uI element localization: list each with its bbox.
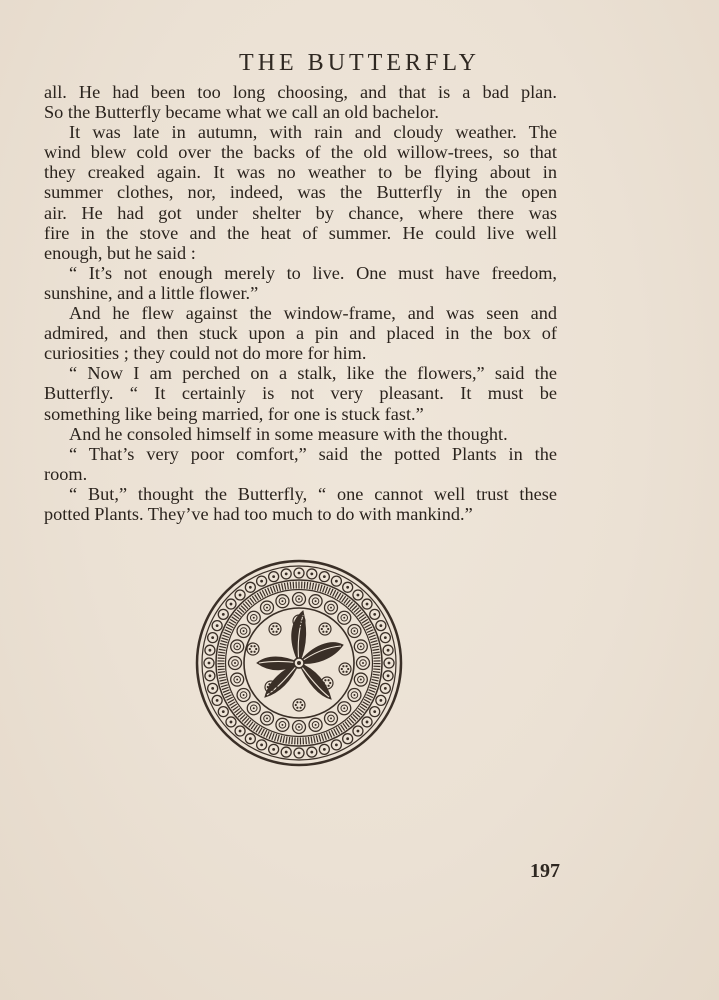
ornament-bead-dot — [384, 636, 387, 639]
ornament-bead-dot — [366, 721, 369, 724]
body-text — [44, 82, 557, 524]
ornament-rosette-dot — [328, 679, 330, 681]
text-line: summer clothes, nor, indeed, was the Butterfly in the open — [44, 182, 557, 203]
ornament-bead-dot — [387, 649, 390, 652]
ornament-bead-dot — [239, 594, 242, 597]
ornament-bead-dot — [357, 730, 360, 733]
ornament-rosette-dot — [300, 707, 302, 709]
ornament-rosette-dot — [250, 651, 252, 653]
ornament-rosette-dot — [255, 648, 257, 650]
ornament-rosette-dot — [267, 686, 269, 688]
ornament-bead-dot — [323, 575, 326, 578]
ornament-rosette-dot — [300, 617, 302, 619]
ornament-rosette-dot — [321, 628, 323, 630]
circular-floral-ornament-icon — [195, 559, 403, 767]
ornament-scroll-dot — [281, 600, 283, 602]
text-line: they creaked again. It was no weather to be flying about in — [44, 162, 557, 183]
ornament-bead-dot — [216, 699, 219, 702]
ornament-scroll-dot — [234, 662, 236, 664]
ornament-bead-dot — [373, 613, 376, 616]
ornament-scroll-dot — [330, 717, 332, 719]
text-line: “ Now I am perched on a stalk, like the flowers,” said the — [69, 363, 557, 384]
ornament-bead-dot — [260, 743, 263, 746]
ornament-rosette-dot — [295, 620, 297, 622]
ornament-bead-dot — [387, 674, 390, 677]
ornament-rosette-dot — [277, 628, 279, 630]
ornament-scroll-dot — [343, 617, 345, 619]
ornament-bead-dot — [222, 613, 225, 616]
ornament-rosette-dot — [301, 620, 303, 622]
ornament-rosette-dot — [250, 645, 252, 647]
ornament-rosette-dot — [276, 631, 278, 633]
ornament-rosette-dot — [268, 683, 270, 685]
ornament-rosette-dot — [327, 628, 329, 630]
ornament-scroll-dot — [362, 662, 364, 664]
ornament-bead-dot — [222, 710, 225, 713]
ornament-rosette-dot — [254, 651, 256, 653]
text-line: “ That’s very poor comfort,” said the potted Plants in the — [69, 443, 557, 464]
text-line: potted Plants. They’ve had too much to do with mankind.” — [44, 503, 473, 524]
ornament-center-dot — [297, 661, 301, 665]
ornament-rosette-dot — [324, 679, 326, 681]
ornament-bead-dot — [239, 730, 242, 733]
ornament-bead-dot — [249, 586, 252, 589]
ornament-rosette-dot — [347, 668, 349, 670]
text-line: room. — [44, 463, 88, 484]
ornament-bead-dot — [335, 743, 338, 746]
ornament-bead-dot — [346, 737, 349, 740]
ornament-bead-dot — [249, 737, 252, 740]
ornament-rosette-dot — [271, 628, 273, 630]
ornament-scroll-dot — [243, 694, 245, 696]
ornament-bead-dot — [346, 586, 349, 589]
ornament-scroll-dot — [353, 630, 355, 632]
ornament-bead-dot — [211, 636, 214, 639]
ornament-scroll-dot — [266, 607, 268, 609]
ornament-rosette-dot — [296, 617, 298, 619]
ornament-bead-dot — [335, 580, 338, 583]
ornament-bead-dot — [373, 710, 376, 713]
ornament-bead-dot — [285, 573, 288, 576]
ornament-rosette-dot — [341, 668, 343, 670]
ornament-bead-dot — [366, 603, 369, 606]
ornament-bead-dot — [357, 594, 360, 597]
ornament-bead-dot — [310, 751, 313, 754]
ornament-bead-dot — [260, 580, 263, 583]
text-line: And he flew against the window-frame, and was seen and — [69, 303, 557, 324]
ornament-bead-dot — [272, 575, 275, 578]
ornament-bead-dot — [285, 751, 288, 754]
text-line: So the Butterfly became what we call an old bachelor. — [44, 102, 439, 123]
ornament-rosette-dot — [342, 665, 344, 667]
ornament-bead-dot — [211, 687, 214, 690]
ornament-rosette-dot — [276, 625, 278, 627]
ornament-bead-dot — [379, 624, 382, 627]
ornament-rosette-dot — [301, 704, 303, 706]
ornament-bead-dot — [379, 699, 382, 702]
text-line: “ But,” thought the Butterfly, “ one cannot well trust these — [69, 483, 557, 504]
ornament-rosette-dot — [322, 631, 324, 633]
ornament-rosette-dot — [323, 682, 325, 684]
ornament-rosette-dot — [296, 623, 298, 625]
ornament-bead-dot — [209, 674, 212, 677]
ornament-bead-dot — [216, 624, 219, 627]
ornament-rosette-dot — [329, 682, 331, 684]
running-head: THE BUTTERFLY — [239, 50, 480, 76]
ornament-rosette-dot — [322, 625, 324, 627]
ornament-scroll-dot — [315, 724, 317, 726]
ornament-scroll-dot — [360, 679, 362, 681]
ornament-rosette-dot — [346, 665, 348, 667]
text-line: wind blew cold over the backs of the old willow-trees, so that — [44, 142, 557, 163]
text-line: all. He had been too long choosing, and that is a bad plan. — [44, 82, 557, 102]
ornament-scroll-dot — [236, 645, 238, 647]
ornament-scroll-dot — [298, 598, 300, 600]
ornament-scroll-dot — [281, 724, 283, 726]
ornament-scroll-dot — [266, 717, 268, 719]
text-line: enough, but he said : — [44, 242, 196, 263]
ornament-scroll-dot — [243, 630, 245, 632]
ornament-rosette-dot — [300, 623, 302, 625]
ornament-bead-dot — [230, 721, 233, 724]
ornament-rosette-dot — [296, 701, 298, 703]
page-number: 197 — [530, 860, 560, 882]
ornament-bead-dot — [323, 748, 326, 751]
text-line: Butterfly. “ It certainly is not very pleasant. It must be — [44, 383, 557, 404]
text-line: fire in the stove and the heat of summer. He could live well — [44, 222, 557, 243]
ornament-bead-dot — [310, 573, 313, 576]
ornament-rosette-dot — [249, 648, 251, 650]
ornament-scroll-dot — [236, 679, 238, 681]
ornament-bead-dot — [298, 752, 301, 755]
ornament-rosette-dot — [272, 631, 274, 633]
ornament-rosette-dot — [272, 625, 274, 627]
text-line: curiosities ; they could not do more for him. — [44, 343, 367, 364]
text-line: something like being married, for one is stuck fast.” — [44, 403, 424, 424]
text-line: And he consoled himself in some measure with the thought. — [69, 423, 508, 444]
text-line: sunshine, and a little flower.” — [44, 282, 259, 303]
text-line: air. He had got under shelter by chance, where there was — [44, 202, 557, 223]
ornament-bead-dot — [388, 662, 391, 665]
ornament-scroll-dot — [343, 707, 345, 709]
ornament-rosette-dot — [273, 686, 275, 688]
text-line: “ It’s not enough merely to live. One must have freedom, — [69, 262, 557, 283]
ornament-rosette-dot — [324, 685, 326, 687]
ornament-rosette-dot — [295, 704, 297, 706]
ornament-rosette-dot — [328, 685, 330, 687]
ornament-bead-dot — [298, 572, 301, 575]
ornament-rosette-dot — [300, 701, 302, 703]
ornament-bead-dot — [272, 748, 275, 751]
ornament-scroll-dot — [253, 707, 255, 709]
ornament-rosette-dot — [326, 631, 328, 633]
ornament-bead-dot — [209, 649, 212, 652]
ornament-bead-dot — [208, 662, 211, 665]
ornament-rosette-dot — [272, 689, 274, 691]
ornament-rosette-dot — [268, 689, 270, 691]
text-line: It was late in autumn, with rain and cloudy weather. The — [69, 122, 557, 143]
ornament-bead-dot — [230, 603, 233, 606]
ornament-scroll-dot — [315, 600, 317, 602]
ornament-rosette-dot — [326, 625, 328, 627]
ornament-scroll-dot — [360, 645, 362, 647]
ornament-bead-dot — [384, 687, 387, 690]
text-line: admired, and then stuck upon a pin and placed in the box of — [44, 323, 557, 344]
ornament-scroll-dot — [253, 617, 255, 619]
ornament-scroll-dot — [298, 726, 300, 728]
ornament-rosette-dot — [254, 645, 256, 647]
ornament-scroll-dot — [330, 607, 332, 609]
ornament-rosette-dot — [272, 683, 274, 685]
ornament-rosette-dot — [342, 671, 344, 673]
ornament-rosette-dot — [296, 707, 298, 709]
ornament-scroll-dot — [353, 694, 355, 696]
ornament-rosette-dot — [346, 671, 348, 673]
